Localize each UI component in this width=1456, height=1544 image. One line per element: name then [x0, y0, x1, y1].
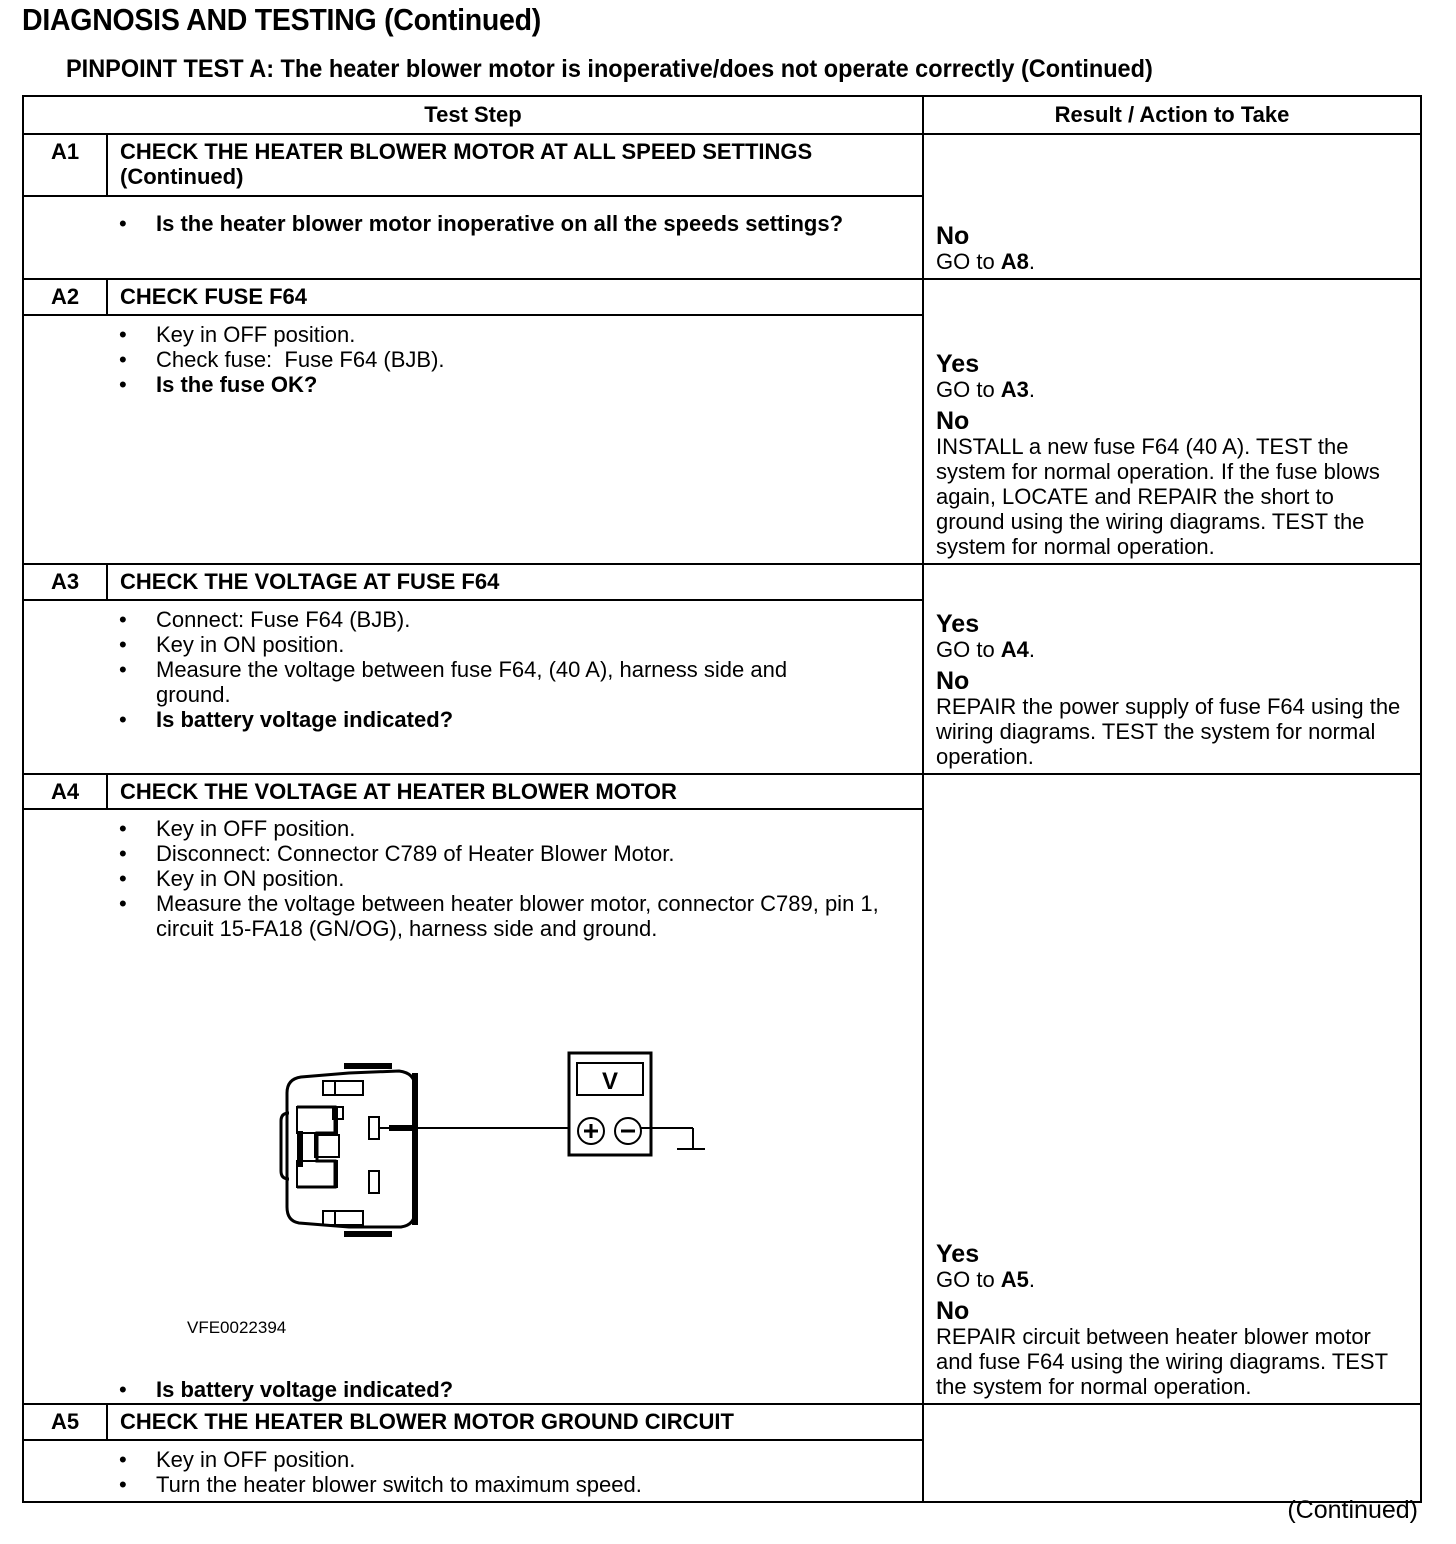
result-yes-label: Yes: [936, 350, 980, 378]
step-id: A4: [24, 775, 108, 808]
step-bullet: • Key in ON position.: [119, 866, 345, 891]
continued-footer: (Continued): [1287, 1496, 1418, 1524]
result-yes-action: GO to A5.: [936, 1267, 1036, 1292]
step-id: A3: [24, 565, 108, 599]
step-a3: [24, 565, 1420, 775]
step-id: A5: [24, 1405, 108, 1439]
step-bullet: • Turn the heater blower switch to maximum speed.: [119, 1472, 642, 1497]
step-a4: [24, 775, 1420, 1405]
connector-voltmeter-figure: [119, 941, 912, 1381]
voltmeter-label: V: [601, 1068, 619, 1095]
header-result: Result / Action to Take: [1054, 102, 1290, 127]
step-bullet: • Measure the voltage between heater blower motor, connector C789, pin 1, circuit 15-FA18 (GN/OG), harness side and ground.: [119, 891, 879, 941]
step-title: CHECK FUSE F64: [120, 284, 308, 309]
step-bullet: • Is the fuse OK?: [119, 372, 318, 397]
result-yes-label: Yes: [936, 1240, 980, 1268]
figure-caption: VFE0022394: [187, 1318, 287, 1337]
result-cell: [924, 135, 1420, 278]
result-cell: [924, 775, 1420, 1403]
result-cell: [924, 1405, 1420, 1501]
step-bullet: • Disconnect: Connector C789 of Heater Blower Motor.: [119, 841, 675, 866]
result-cell: [924, 565, 1420, 773]
result-cell: [924, 280, 1420, 563]
step-title: CHECK THE HEATER BLOWER MOTOR AT ALL SPEED SETTINGS (Continued): [120, 139, 813, 189]
result-no-action: GO to A8.: [936, 249, 1036, 274]
step-bullet: • Key in OFF position.: [119, 1447, 356, 1472]
header-test-step: Test Step: [24, 97, 924, 133]
step-a1: [24, 135, 1420, 280]
result-no-label: No: [936, 667, 970, 695]
step-bullet: • Is battery voltage indicated?: [119, 1377, 454, 1402]
result-no-label: No: [936, 1297, 970, 1325]
step-bullet: • Key in OFF position.: [119, 816, 356, 841]
step-bullet: • Is battery voltage indicated?: [119, 707, 454, 732]
table-header: [24, 97, 1420, 135]
wiring-diagram: [269, 1051, 809, 1251]
step-a5: [24, 1405, 1420, 1501]
result-no-action: REPAIR the power supply of fuse F64 using the wiring diagrams. TEST the system for normal operation.: [936, 694, 1401, 769]
step-bullet: • Check fuse: Fuse F64 (BJB).: [119, 347, 445, 372]
step-id: A1: [24, 135, 108, 195]
step-title: CHECK THE VOLTAGE AT FUSE F64: [120, 569, 500, 594]
step-a2: [24, 280, 1420, 565]
step-bullet: • Key in ON position.: [119, 632, 345, 657]
result-no-label: No: [936, 407, 970, 435]
step-bullet: • Connect: Fuse F64 (BJB).: [119, 607, 411, 632]
pinpoint-test-table: [22, 95, 1422, 1503]
result-yes-action: GO to A4.: [936, 637, 1036, 662]
result-no-label: No: [936, 222, 970, 250]
step-title: CHECK THE VOLTAGE AT HEATER BLOWER MOTOR: [120, 779, 677, 804]
step-id: A2: [24, 280, 108, 314]
pinpoint-test-title: PINPOINT TEST A: The heater blower motor is inoperative/does not operate correctly (Continued): [66, 55, 1153, 83]
result-yes-label: Yes: [936, 610, 980, 638]
step-bullet: • Measure the voltage between fuse F64, (40 A), harness side and ground.: [119, 657, 788, 707]
step-title: CHECK THE HEATER BLOWER MOTOR GROUND CIRCUIT: [120, 1409, 734, 1434]
result-no-action: INSTALL a new fuse F64 (40 A). TEST the system for normal operation. If the fuse blows again, LOCATE and REPAIR the short to ground using the wiring diagrams. TEST the system for normal operation.: [936, 434, 1380, 559]
result-yes-action: GO to A3.: [936, 377, 1036, 402]
step-bullet: • Is the heater blower motor inoperative on all the speeds settings?: [119, 211, 844, 236]
step-bullet: • Key in OFF position.: [119, 322, 356, 347]
page-title: DIAGNOSIS AND TESTING (Continued): [22, 2, 542, 37]
result-no-action: REPAIR circuit between heater blower motor and fuse F64 using the wiring diagrams. TEST the system for normal operation.: [936, 1324, 1388, 1399]
